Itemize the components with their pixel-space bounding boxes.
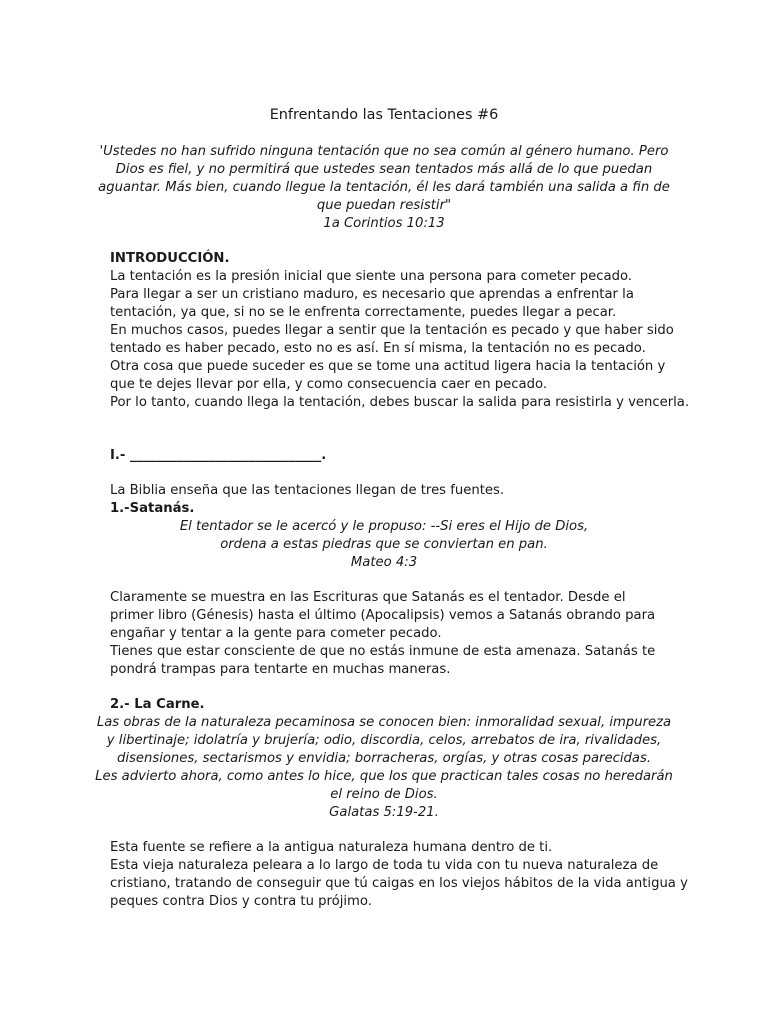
satan-body-line: Claramente se muestra en las Escrituras que Satanás es el tentador. Desde el [110, 590, 626, 605]
epigraph-line: 'Ustedes no han sufrido ninguna tentación que no sea común al género humano. Pero [99, 144, 669, 159]
intro-line: La tentación es la presión inicial que siente una persona para cometer pecado. [110, 269, 632, 284]
flesh-verse-line: disensiones, sectarismos y envidia; borracheras, orgías, y otras cosas parecidas. [116, 751, 652, 766]
satan-body-line: primer libro (Génesis) hasta el último (Apocalipsis) vemos a Satanás obrando para [110, 608, 656, 623]
satan-heading: 1.-Satanás. [110, 501, 195, 516]
flesh-verse-line: el reino de Dios. [330, 787, 438, 802]
satan-verse-line: El tentador se le acercó y le propuso: --Si eres el Hijo de Dios, [179, 519, 589, 534]
intro-line: Para llegar a ser un cristiano maduro, es necesario que aprendas a enfrentar la [110, 287, 634, 302]
flesh-verse-line: y libertinaje; idolatría y brujería; odio, discordia, celos, arrebatos de ira, rivalidades, [106, 733, 662, 748]
flesh-body-line: peques contra Dios y contra tu prójimo. [110, 894, 372, 909]
flesh-body-line: Esta fuente se refiere a la antigua naturaleza humana dentro de ti. [110, 840, 553, 855]
flesh-heading: 2.- La Carne. [110, 697, 205, 712]
satan-verse-line: ordena a estas piedras que se conviertan en pan. [220, 537, 548, 552]
flesh-verse-line: Les advierto ahora, como antes lo hice, que los que practican tales cosas no heredarán [95, 769, 673, 784]
epigraph-line: Dios es fiel, y no permitirá que ustedes sean tentados más allá de lo que puedan [115, 162, 653, 177]
intro-line: tentación, ya que, si no se le enfrenta correctamente, puedes llegar a pecar. [110, 305, 617, 320]
section-heading: I.- _____________________________. [110, 448, 327, 463]
document-title: Enfrentando las Tentaciones #6 [269, 107, 499, 123]
satan-body-line: engañar y tentar a la gente para cometer pecado. [110, 626, 442, 641]
sources-intro: La Biblia enseña que las tentaciones llegan de tres fuentes. [110, 483, 505, 498]
flesh-verse-line: Las obras de la naturaleza pecaminosa se conocen bien: inmoralidad sexual, impureza [96, 715, 672, 730]
flesh-body-line: Esta vieja naturaleza peleara a lo largo de toda tu vida con tu nueva naturaleza de [110, 858, 659, 873]
satan-verse-reference: Mateo 4:3 [350, 555, 418, 570]
intro-line: En muchos casos, puedes llegar a sentir que la tentación es pecado y que haber sido [110, 323, 674, 338]
intro-line: que te dejes llevar por ella, y como consecuencia caer en pecado. [110, 377, 548, 392]
epigraph-reference: 1a Corintios 10:13 [323, 216, 445, 231]
intro-line: Otra cosa que puede suceder es que se tome una actitud ligera hacia la tentación y [110, 359, 666, 374]
intro-line: tentado es haber pecado, esto no es así. En sí misma, la tentación no es pecado. [110, 341, 646, 356]
flesh-verse-reference: Galatas 5:19-21. [329, 805, 439, 820]
satan-body-line: pondrá trampas para tentarte en muchas maneras. [110, 662, 451, 677]
satan-body-line: Tienes que estar consciente de que no estás inmune de esta amenaza. Satanás te [110, 644, 656, 659]
epigraph-line: aguantar. Más bien, cuando llegue la tentación, él les dará también una salida a fin de [98, 180, 670, 195]
intro-line: Por lo tanto, cuando llega la tentación, debes buscar la salida para resistirla y vencerla. [110, 395, 690, 410]
epigraph-line: que puedan resistir" [316, 198, 452, 213]
intro-heading: INTRODUCCIÓN. [110, 251, 230, 266]
flesh-body-line: cristiano, tratando de conseguir que tú caigas en los viejos hábitos de la vida antigua y [110, 876, 688, 891]
